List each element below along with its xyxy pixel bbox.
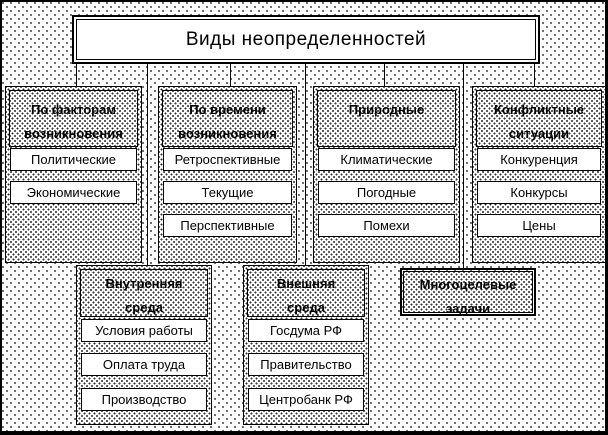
column-header-line: По факторам <box>31 102 116 117</box>
group-header-line: Внешняя <box>276 276 336 291</box>
group-internal-environment <box>76 265 212 425</box>
column-header-line: По времени <box>189 102 266 117</box>
connector-line <box>463 64 464 269</box>
group-multipurpose-tasks <box>400 268 536 316</box>
column-header-line: возникновения <box>24 126 123 141</box>
item-box: Конкурсы <box>477 181 601 204</box>
item-box: Центробанк РФ <box>248 388 364 411</box>
group-header <box>80 269 208 317</box>
item-box: Правительство <box>248 353 364 376</box>
column-header-line: Конфликтные <box>493 102 585 117</box>
group-header <box>247 269 365 317</box>
column-header <box>162 90 293 147</box>
group-header-line: задачи <box>445 301 491 316</box>
connector-line <box>230 64 231 87</box>
connector-line <box>384 64 385 87</box>
item-box: Политические <box>10 148 137 171</box>
item-box: Конкуренция <box>477 148 601 171</box>
diagram-title: Виды неопределенностей <box>76 19 536 60</box>
connector-line <box>147 64 148 267</box>
diagram-title-box <box>72 15 540 64</box>
item-box: Ретроспективные <box>163 148 292 171</box>
connector-line <box>305 64 306 267</box>
column-header <box>9 90 138 147</box>
column-header <box>317 90 456 147</box>
item-box: Погодные <box>318 181 455 204</box>
column-header <box>476 90 602 147</box>
column-natural <box>313 86 460 263</box>
connector-line <box>76 64 77 87</box>
item-box: Перспективные <box>163 214 292 237</box>
group-header-line: Многоцелевые <box>419 277 517 292</box>
column-header-line: возникновения <box>178 126 277 141</box>
column-header-line: Природные <box>348 102 425 117</box>
item-box: Климатические <box>318 148 455 171</box>
group-header-line: среда <box>287 300 325 315</box>
item-box: Экономические <box>10 181 137 204</box>
column-time <box>158 86 297 263</box>
column-conflict <box>472 86 606 263</box>
item-box: Производство <box>81 388 207 411</box>
item-box: Оплата труда <box>81 353 207 376</box>
item-box: Цены <box>477 214 601 237</box>
group-header-line: среда <box>125 300 163 315</box>
group-header <box>403 271 533 316</box>
column-factors <box>5 86 142 263</box>
item-box: Текущие <box>163 181 292 204</box>
column-header-line: ситуации <box>508 126 570 141</box>
item-box: Помехи <box>318 214 455 237</box>
group-external-environment <box>243 265 369 425</box>
item-box: Госдума РФ <box>248 319 364 342</box>
connector-line <box>534 64 535 87</box>
item-box: Условия работы <box>81 319 207 342</box>
group-header-line: Внутренняя <box>105 276 183 291</box>
